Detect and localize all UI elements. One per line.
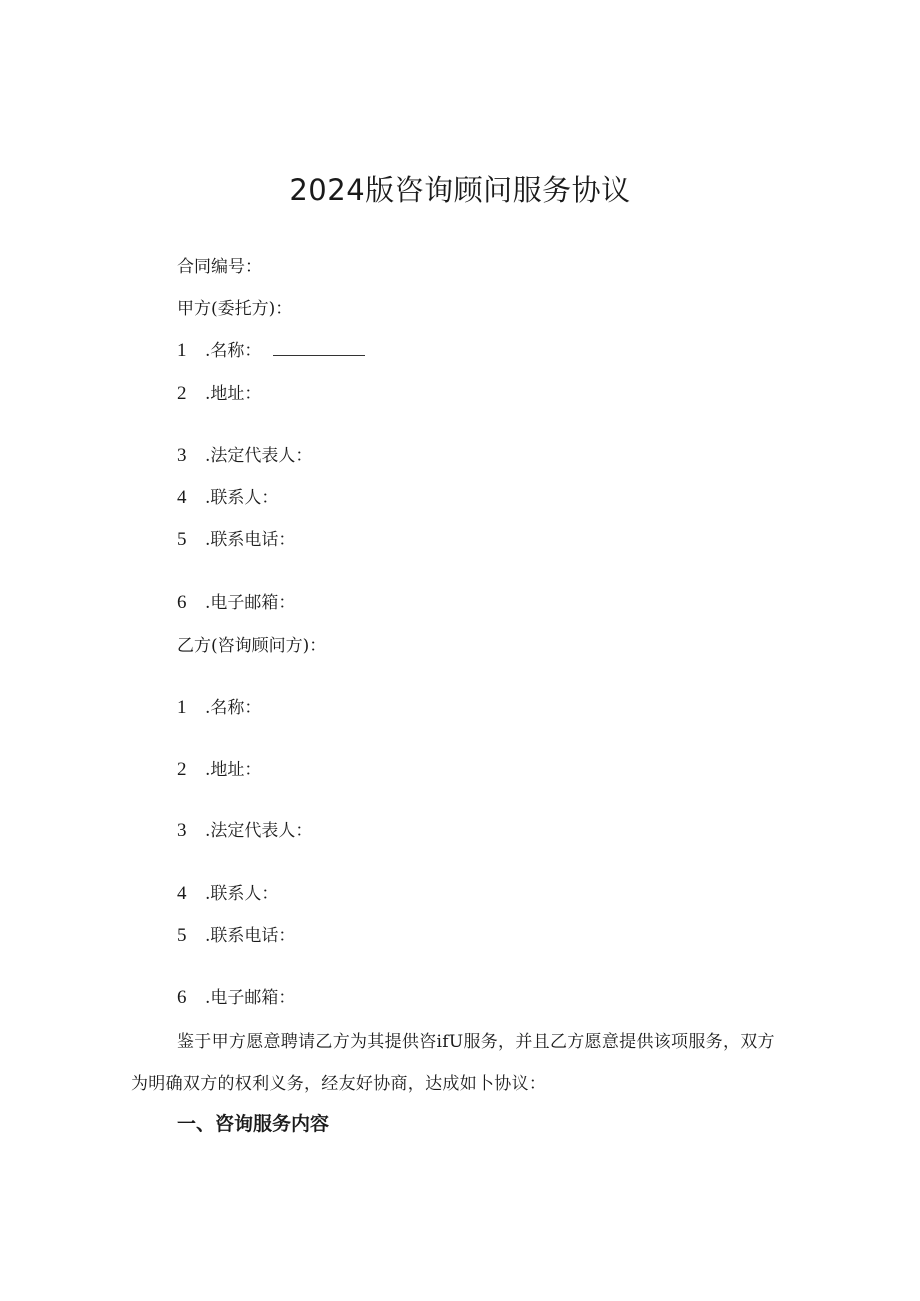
party-b-heading: 乙方(咨询顾问方)：: [177, 636, 327, 656]
party-a-address-row: [177, 381, 261, 407]
party-a-heading: 甲方(委托方)：: [177, 299, 293, 319]
item-label: .地址：: [205, 760, 262, 780]
name-blank-line: [273, 340, 365, 356]
preamble-paragraph: 鉴于甲方愿意聘请乙方为其提供咨ifU服务，并且乙方愿意提供该项服务，双方为明确双方的权利义务，经友好协商，达成如卜协议：: [131, 1032, 775, 1094]
item-number: 4: [177, 883, 187, 904]
item-number: 3: [177, 445, 187, 466]
party-b-contact-row: [177, 881, 278, 907]
item-number: 2: [177, 759, 187, 780]
section-heading: 一、咨询服务内容: [177, 1113, 330, 1135]
party-b-phone-row: [177, 923, 295, 949]
party-a-contact-row: [177, 485, 278, 511]
item-label: .电子邮箱：: [205, 593, 296, 613]
party-a-legal-rep-row: [177, 443, 312, 469]
item-label: .名称：: [205, 341, 262, 361]
item-label: .联系人：: [205, 884, 279, 904]
item-label: .联系人：: [205, 488, 279, 508]
item-label: .法定代表人：: [205, 446, 313, 466]
item-label: .法定代表人：: [205, 821, 313, 841]
party-a-phone-row: [177, 527, 295, 553]
item-number: 1: [177, 340, 187, 361]
item-label: .地址：: [205, 384, 262, 404]
item-label: .联系电话：: [205, 530, 296, 550]
party-b-name-row: [177, 695, 261, 721]
item-label: .联系电话：: [205, 926, 296, 946]
item-number: 4: [177, 487, 187, 508]
item-number: 2: [177, 383, 187, 404]
item-number: 6: [177, 592, 187, 613]
party-a-email-row: [177, 590, 295, 616]
item-number: 3: [177, 820, 187, 841]
party-b-legal-rep-row: [177, 818, 312, 844]
party-b-address-row: [177, 757, 261, 783]
item-number: 5: [177, 925, 187, 946]
item-number: 1: [177, 697, 187, 718]
item-number: 6: [177, 987, 187, 1008]
item-label: .名称：: [205, 698, 262, 718]
item-label: .电子邮箱：: [205, 988, 296, 1008]
item-number: 5: [177, 529, 187, 550]
party-a-name-row: [177, 338, 365, 364]
party-b-email-row: [177, 985, 295, 1011]
document-title: 2024版咨询顾问服务协议: [289, 173, 631, 207]
contract-number-label: 合同编号：: [177, 257, 262, 277]
